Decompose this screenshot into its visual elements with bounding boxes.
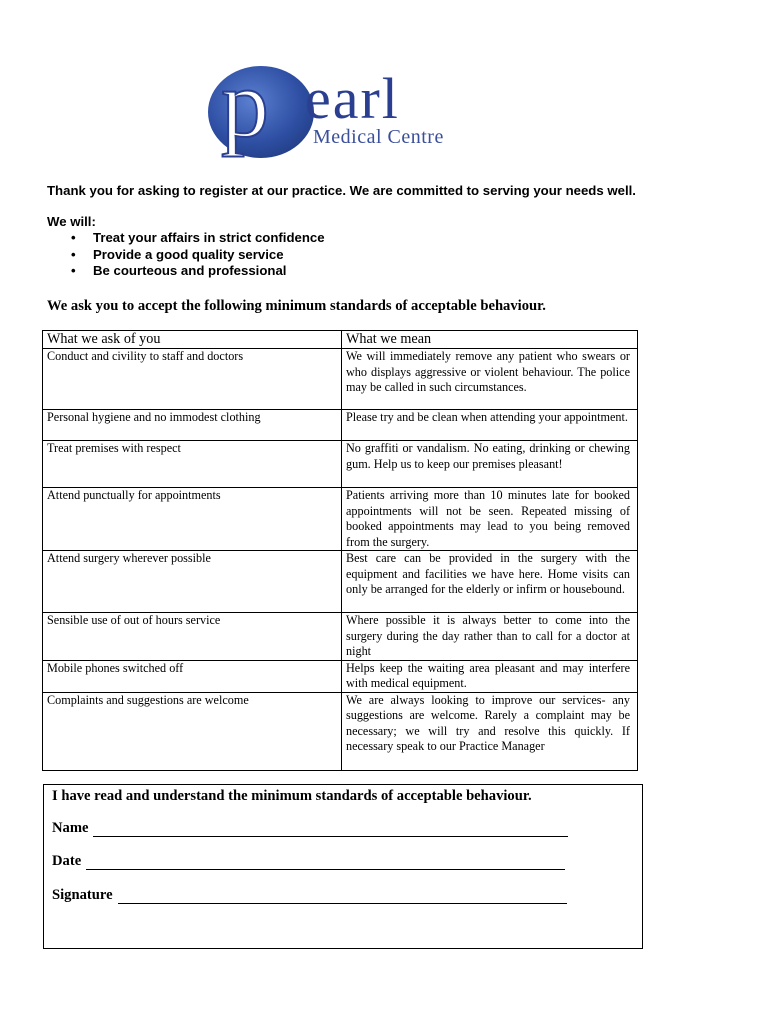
table-row [43,488,638,551]
commitment-item: • Be courteous and professional [71,263,287,278]
declaration-box [43,784,643,949]
commitments-list [47,230,325,280]
declaration-statement: I have read and understand the minimum standards of acceptable behaviour. [52,788,532,804]
column-header-ask: What we ask of you [43,331,342,349]
mean-cell: Best care can be provided in the surgery with the equipment and facilities we have here. Home visits can only be arranged for the elderly or infirm or housebound. [342,551,638,613]
standards-heading: We ask you to accept the following minimum standards of acceptable behaviour. [47,298,546,314]
logo-name: earl [305,66,400,131]
ask-cell: Treat premises with respect [43,441,342,488]
table-row [43,441,638,488]
bullet-icon: • [71,263,76,278]
ask-cell: Complaints and suggestions are welcome [43,692,342,770]
table-row [43,660,638,692]
intro-text: Thank you for asking to register at our practice. We are committed to serving your needs well. [47,183,636,198]
table-row [43,551,638,613]
table-row [43,692,638,770]
name-line[interactable] [93,824,568,837]
mean-cell: Helps keep the waiting area pleasant and may interfere with medical equipment. [342,660,638,692]
signature-label: Signature [52,887,113,903]
ask-cell: Attend surgery wherever possible [43,551,342,613]
standards-table [42,330,638,771]
logo-subtitle: Medical Centre [313,126,444,148]
commitments-section [47,213,325,280]
commitments-heading: We will: [47,214,96,229]
logo-letter-p: p [221,64,269,157]
date-field[interactable] [52,853,565,870]
ask-cell: Mobile phones switched off [43,660,342,692]
commitment-item: • Provide a good quality service [71,246,284,262]
date-label: Date [52,853,82,869]
pearl-medical-centre-logo [205,64,505,164]
date-line[interactable] [86,857,565,870]
commitment-item: • Treat your affairs in strict confidence [71,230,325,245]
name-field[interactable] [52,820,568,837]
mean-cell: Please try and be clean when attending your appointment. [342,410,638,441]
mean-cell: Patients arriving more than 10 minutes late for booked appointments will not be seen. Repeated missing of booked appointments may lead to you being removed from the surgery. [342,488,638,551]
ask-cell: Conduct and civility to staff and doctors [43,349,342,410]
name-label: Name [52,820,89,836]
mean-cell: We will immediately remove any patient who swears or who displays aggressive or violent behaviour. The police may be called in such circumstances. [342,349,638,410]
mean-cell: We are always looking to improve our services- any suggestions are welcome. Rarely a complaint may be necessary; we will try and resolve this quickly. If necessary speak to our Practice Manager [342,692,638,770]
ask-cell: Sensible use of out of hours service [43,613,342,661]
table-header-row [43,331,638,349]
table-row [43,613,638,661]
bullet-icon: • [71,230,76,245]
table-row [43,349,638,410]
ask-cell: Attend punctually for appointments [43,488,342,551]
mean-cell: No graffiti or vandalism. No eating, drinking or chewing gum. Help us to keep our premises pleasant! [342,441,638,488]
signature-line[interactable] [118,891,567,904]
bullet-icon: • [71,246,76,262]
signature-field[interactable] [52,887,567,904]
mean-cell: Where possible it is always better to come into the surgery during the day rather than to call for a doctor at night [342,613,638,661]
column-header-mean: What we mean [342,331,638,349]
ask-cell: Personal hygiene and no immodest clothing [43,410,342,441]
table-row [43,410,638,441]
